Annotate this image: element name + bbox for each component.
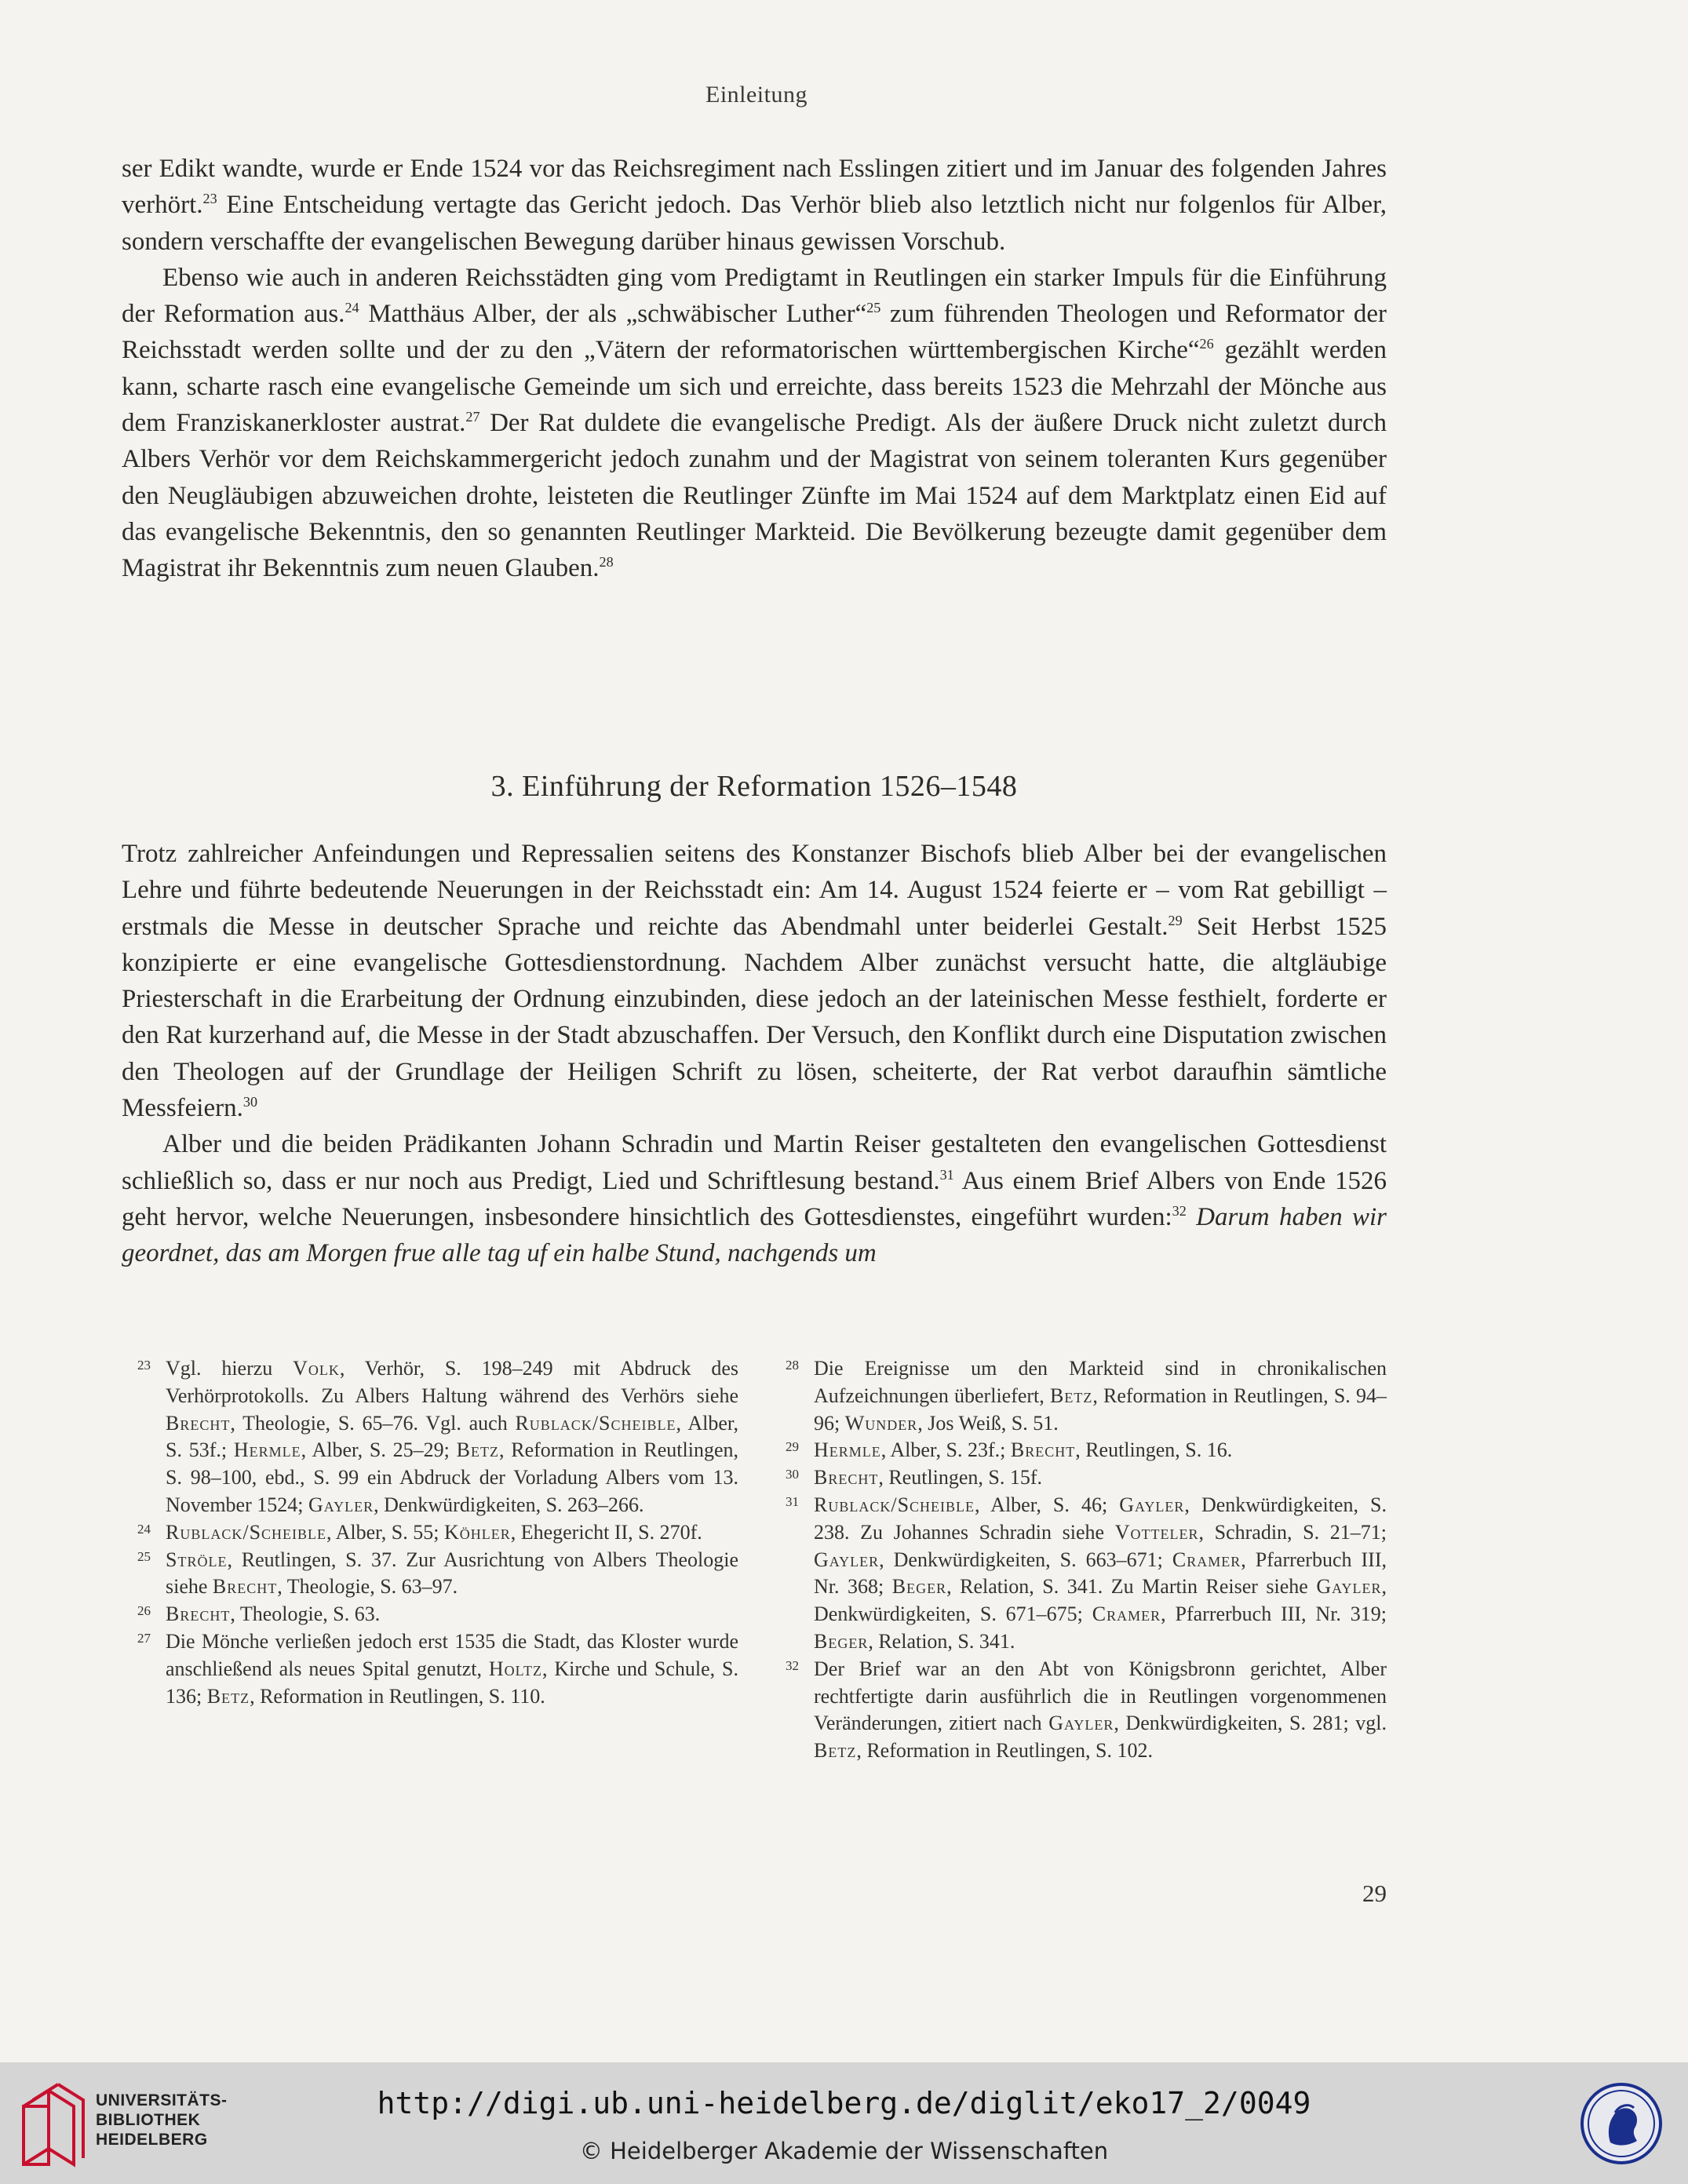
paragraph-3 bbox=[122, 836, 1387, 1126]
author-name: Betz bbox=[1049, 1384, 1093, 1407]
footnote-ref[interactable]: 31 bbox=[939, 1166, 954, 1183]
footnote-number: 23 bbox=[137, 1358, 151, 1373]
footnotes bbox=[137, 1355, 1387, 1765]
author-name: Betz bbox=[456, 1438, 499, 1462]
footnote-number: 28 bbox=[786, 1358, 799, 1373]
footnote-ref[interactable]: 25 bbox=[866, 300, 881, 316]
text: , Denkwürdigkeiten, S. 671–675; bbox=[814, 1575, 1387, 1626]
text: , Alber, S. 23f.; bbox=[880, 1438, 1011, 1462]
footnote-number: 25 bbox=[137, 1548, 151, 1564]
footnote-ref[interactable]: 26 bbox=[1199, 336, 1214, 352]
text: Eine Entscheidung vertagte das Gericht jedoch. Das Verhör blieb also letztlich nicht nur folgenlos für Alber, sondern verschaffte der evangelischen Bewegung darüber hinaus gewissen Vorschub. bbox=[122, 191, 1387, 256]
footnote-ref[interactable]: 27 bbox=[465, 409, 480, 425]
footnote-25 bbox=[137, 1547, 738, 1602]
author-name: Votteler bbox=[1114, 1520, 1199, 1544]
author-name: Volk bbox=[293, 1357, 340, 1380]
text: zum führenden Theologen und Reformator der Reichsstadt werden sollte und der zu den „Vätern der reformatorischen württembergischen Kirche“ bbox=[122, 300, 1387, 365]
text: , Theologie, S. 65–76. Vgl. auch bbox=[230, 1411, 516, 1435]
footnote-28 bbox=[786, 1355, 1387, 1437]
author-name: Rublack/Scheible bbox=[814, 1493, 975, 1516]
author-name: Rublack/Scheible bbox=[515, 1411, 676, 1435]
text: , Pfarrerbuch III, Nr. 368; bbox=[814, 1548, 1387, 1599]
footnote-number: 27 bbox=[137, 1630, 151, 1646]
author-name: Brecht bbox=[166, 1602, 231, 1626]
author-name: Ströle bbox=[166, 1548, 228, 1571]
author-name: Cramer bbox=[1172, 1548, 1241, 1571]
text: , Reformation in Reutlingen, S. 98–100, ebd., S. 99 ein Abdruck der Vorladung Albers vom 13. November 1524; bbox=[166, 1438, 739, 1516]
text: Trotz zahlreicher Anfeindungen und Repressalien seitens des Konstanzer Bischofs blieb Alber bei der evangelischen Lehre und führte bedeutende Neuerungen in der Reichsstadt ein: Am 14. August 1524 feierte er – vom Rat gebilligt – erstmals die Messe in deutscher Sprache und reichte das Abendmahl unter beiderlei Gestalt. bbox=[122, 840, 1387, 941]
text: Vgl. hierzu bbox=[166, 1357, 293, 1380]
footnote-number: 29 bbox=[786, 1439, 799, 1455]
text: , Reutlingen, S. 15f. bbox=[878, 1466, 1043, 1489]
text: , Schradin, S. 21–71; bbox=[1198, 1520, 1387, 1544]
author-name: Brecht bbox=[814, 1466, 879, 1489]
paragraph-2 bbox=[122, 260, 1387, 587]
footnote-29 bbox=[786, 1437, 1387, 1464]
text: , Kirche und Schule, S. 136; bbox=[166, 1657, 738, 1708]
footnote-ref[interactable]: 29 bbox=[1168, 912, 1183, 928]
text: ser Edikt wandte, wurde er Ende 1524 vor das Reichsregiment nach Esslingen zitiert und im Januar des folgenden Jahres verhört. bbox=[122, 155, 1387, 220]
logo-line: HEIDELBERG bbox=[96, 2131, 208, 2149]
footnote-27 bbox=[137, 1628, 738, 1710]
footnote-ref[interactable]: 24 bbox=[345, 300, 359, 316]
paragraph-4 bbox=[122, 1126, 1387, 1271]
footnote-30 bbox=[786, 1464, 1387, 1492]
author-name: Brecht bbox=[212, 1575, 278, 1599]
text: Ebenso wie auch in anderen Reichsstädten ging vom Predigtamt in Reutlingen ein starker Impuls für die Einführung der Reformation aus. bbox=[122, 263, 1387, 329]
author-name: Hermle bbox=[814, 1438, 881, 1462]
author-name: Gayler bbox=[1316, 1575, 1382, 1599]
viewer-footer bbox=[0, 2062, 1688, 2184]
footnotes-right-column bbox=[786, 1355, 1387, 1765]
author-name: Gayler bbox=[308, 1493, 374, 1516]
text: , Alber, S. 25–29; bbox=[301, 1438, 457, 1462]
text: , Reutlingen, S. 16. bbox=[1075, 1438, 1233, 1462]
footnote-26 bbox=[137, 1601, 738, 1628]
text: , Theologie, S. 63. bbox=[230, 1602, 381, 1626]
section-heading: 3. Einführung der Reformation 1526–1548 bbox=[490, 770, 1018, 803]
text: Matthäus Alber, der als „schwäbischer Luther“ bbox=[359, 300, 867, 329]
footnote-ref[interactable]: 32 bbox=[1172, 1202, 1187, 1219]
author-name: Brecht bbox=[166, 1411, 231, 1435]
text: , Verhör, S. 198–249 mit Abdruck des Verhörprotokolls. Zu Albers Haltung während des Verhörs siehe bbox=[166, 1357, 738, 1407]
text: , Denkwürdigkeiten, S. 263–266. bbox=[374, 1493, 644, 1516]
text: , Relation, S. 341. Zu Martin Reiser siehe bbox=[946, 1575, 1317, 1599]
footnote-ref[interactable]: 23 bbox=[202, 191, 217, 207]
text: Alber und die beiden Prädikanten Johann Schradin und Martin Reiser gestalteten den evangelischen Gottesdienst schließlich so, dass er nur noch aus Predigt, Lied und Schriftlesung bestand. bbox=[122, 1130, 1387, 1195]
text: , Denkwürdigkeiten, S. 663–671; bbox=[879, 1548, 1172, 1571]
author-name: Hermle bbox=[233, 1438, 301, 1462]
footnote-number: 32 bbox=[786, 1657, 799, 1673]
footnote-ref[interactable]: 30 bbox=[242, 1094, 258, 1110]
footnote-number: 31 bbox=[786, 1493, 799, 1509]
text: Der Rat duldete die evangelische Predigt. Als der äußere Druck nicht zuletzt durch Albers Verhör vor dem Reichskammergericht jedoch zunahm und der Magistrat von seinem toleranten Kurs gegenüber den Neugläubigen abzuweichen drohte, leisteten die Reutlinger Zünfte im Mai 1524 auf dem Marktplatz einen Eid auf das evangelische Bekenntnis, den so genannten Reutlinger Markteid. Die Bevölkerung bezeugte damit gegenüber dem Magistrat ihr Bekenntnis zum neuen Glauben. bbox=[122, 409, 1387, 583]
page-number: 29 bbox=[1362, 1880, 1387, 1907]
text: , Pfarrerbuch III, Nr. 319; bbox=[1161, 1602, 1387, 1626]
text: gezählt werden kann, scharte rasch eine evangelische Gemeinde um sich und erreichte, dass bereits 1523 die Mehrzahl der Mönche aus dem Franziskanerkloster austrat. bbox=[122, 336, 1387, 438]
academy-seal-icon bbox=[1579, 2081, 1664, 2166]
author-name: Betz bbox=[814, 1739, 857, 1763]
author-name: Betz bbox=[206, 1684, 250, 1708]
paragraph-1 bbox=[122, 151, 1387, 260]
text: Aus einem Brief Albers von Ende 1526 geht hervor, welche Neuerungen, insbesondere hinsichtlich des Gottesdienstes, eingeführt wurden: bbox=[122, 1166, 1387, 1231]
text: Die Mönche verließen jedoch erst 1535 die Stadt, das Kloster wurde anschließend als neues Spital genutzt, bbox=[166, 1629, 738, 1680]
text: , Relation, S. 341. bbox=[868, 1629, 1015, 1653]
text: , Reformation in Reutlingen, S. 110. bbox=[250, 1684, 545, 1708]
author-name: Rublack/Scheible bbox=[166, 1520, 327, 1544]
footnotes-left-column bbox=[137, 1355, 738, 1765]
text bbox=[1187, 1203, 1196, 1231]
text: Der Brief war an den Abt von Königsbronn gerichtet, Alber rechtfertigte darin ausführlich die in Reutlingen vorgenommenen Veränderungen, zitiert nach bbox=[814, 1657, 1387, 1735]
text: , Ehegericht II, S. 270f. bbox=[510, 1520, 702, 1544]
logo-line: UNIVERSITÄTS- bbox=[96, 2091, 228, 2109]
text: , Denkwürdigkeiten, S. 238. Zu Johannes Schradin siehe bbox=[814, 1493, 1387, 1544]
text: , Alber, S. 46; bbox=[975, 1493, 1120, 1516]
text: , Denkwürdigkeiten, S. 281; vgl. bbox=[1114, 1712, 1387, 1735]
text: , Jos Weiß, S. 51. bbox=[917, 1411, 1059, 1435]
body-text-bottom bbox=[122, 836, 1387, 1272]
footnote-ref[interactable]: 28 bbox=[599, 554, 614, 571]
author-name: Beger bbox=[891, 1575, 947, 1599]
text: , Reformation in Reutlingen, S. 94–96; bbox=[814, 1384, 1387, 1435]
author-name: Holtz bbox=[488, 1657, 543, 1680]
copyright-notice: © Heidelberger Akademie der Wissenschaften bbox=[579, 2138, 1109, 2164]
author-name: Brecht bbox=[1010, 1438, 1076, 1462]
footnote-number: 24 bbox=[137, 1521, 151, 1537]
logo-line: BIBLIOTHEK bbox=[96, 2111, 201, 2129]
footnote-24 bbox=[137, 1519, 738, 1547]
text: , Theologie, S. 63–97. bbox=[277, 1575, 458, 1599]
text: Die Ereignisse um den Markteid sind in chronikalischen Aufzeichnungen überliefert, bbox=[814, 1357, 1387, 1407]
text: , Reutlingen, S. 37. Zur Ausrichtung von Albers Theologie siehe bbox=[166, 1548, 738, 1599]
author-name: Beger bbox=[814, 1629, 869, 1653]
text: Seit Herbst 1525 konzipierte er eine evangelische Gottesdienstordnung. Nachdem Alber zunächst versucht hatte, die altgläubige Priesterschaft in die Erarbeitung der Ordnung einzubinden, diese jedoch an der lateinischen Messe festhielt, forderte er den Rat kurzerhand auf, die Messe in der Stadt abzuschaffen. Der Versuch, den Konflikt durch eine Disputation zwischen den Theologen auf der Grundlage der Heiligen Schrift zu lösen, scheiterte, der Rat verbot daraufhin sämtliche Messfeiern. bbox=[122, 912, 1387, 1123]
running-head: Einleitung bbox=[705, 82, 808, 108]
footnote-23 bbox=[137, 1355, 738, 1519]
author-name: Wunder bbox=[844, 1411, 918, 1435]
text: , Alber, S. 55; bbox=[326, 1520, 444, 1544]
permalink-url[interactable]: http://digi.ub.uni-heidelberg.de/diglit/eko17_2/0049 bbox=[377, 2086, 1311, 2120]
footnote-31 bbox=[786, 1492, 1387, 1656]
author-name: Cramer bbox=[1092, 1602, 1161, 1626]
quotation: Darum haben wir geordnet, das am Morgen frue alle tag uf ein halbe Stund, nachgends um bbox=[122, 1202, 1387, 1268]
footnote-number: 26 bbox=[137, 1603, 151, 1619]
footnote-32 bbox=[786, 1656, 1387, 1765]
author-name: Gayler bbox=[1048, 1712, 1114, 1735]
author-name: Köhler bbox=[443, 1520, 511, 1544]
body-text-top bbox=[122, 151, 1387, 587]
author-name: Gayler bbox=[1119, 1493, 1185, 1516]
footnote-number: 30 bbox=[786, 1467, 799, 1482]
text: , Reformation in Reutlingen, S. 102. bbox=[856, 1739, 1154, 1763]
author-name: Gayler bbox=[814, 1548, 880, 1571]
text: , Alber, S. 53f.; bbox=[166, 1411, 738, 1462]
